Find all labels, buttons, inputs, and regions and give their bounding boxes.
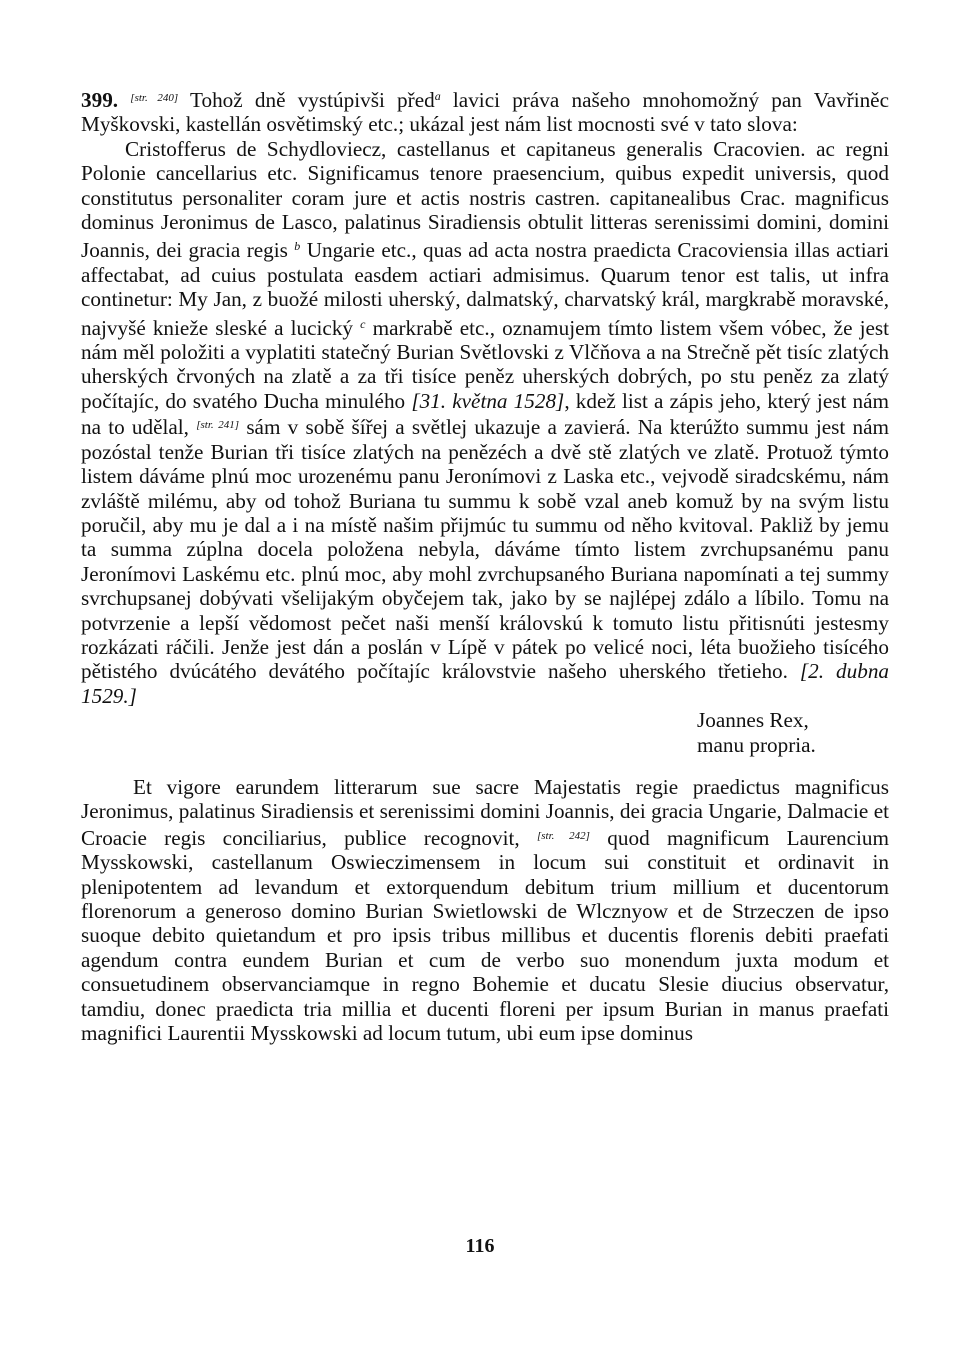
page-reference: [str. 241] (196, 419, 240, 432)
signature-block (697, 708, 889, 757)
entry-text: Tohož dně vystúpivši před (190, 88, 435, 112)
entry-text: lavici práva našeho mnohomožný pan Vavřiněc Myškovski, kastellán osvětimský etc.; ukázal jest nám list mocnosti své v tato slova: (81, 88, 889, 137)
footnote-marker: b (294, 239, 301, 254)
page-reference: [str. 240] (130, 92, 179, 104)
quoted-document (81, 137, 889, 708)
czech-text: , kdež list a zápis jeho, který jest nám na to udělal, (81, 388, 889, 440)
footnote-marker: a (434, 89, 441, 103)
signature-manu-propria: manu propria. (697, 732, 816, 757)
signature-name: Joannes Rex, (697, 708, 809, 733)
latin-text: Cristofferus de Schydloviecz, castellanus et capitaneus generalis Cracovien. ac regni Polonie cancellarius etc. Significamus tenore praesencium, quibus expedit universis, quod constitutus personaliter coram jure et actis nostris castren. capitanealibus Crac. magnificus dominus Jeronimus de Lasco, palatinus Siradiensis obtulit litteras serenissimi domini, domini Joannis, dei gracia regis (81, 136, 889, 263)
editorial-date: [2. dubna 1529.] (81, 659, 890, 708)
czech-text: markrabě etc., oznamujem tímto listem všem vóbec, že jest nám měl položiti a vyplatiti statečný Burian Světlovski z Vlčňova a na Strečně pět tisíc zlatých uherských črvoných na zlatě a za tři tisíce peněz uherských dobrých, po stu peněz za zlatý počítajíc, do svatého Ducha minulého (81, 315, 890, 413)
czech-text: sám v sobě šířej a světlej ukazuje a zavierá. Na kterúžto summu jest nám pozóstal tenže Burian tři tisíce zlatých na penězéch a dvě stě zlatých ve zlatě. Protuož týmto listem dáváme plnú moc urozenému panu Jeronímovi z Laska etc., vejvodě siradcskému, nám zvláště milému, aby od tohož Buriana tu summu k sobě vzal aneb komuž by na svým listu poručil, aby mu je dal a i na místě našim přijmúc tu summu od něho kvitoval. Pakliž by jemu ta summa zúplna docela položena nebyla, dáváme tímto listem zvrchupsanému panu Jeronímovi Laskému etc. plnú moc, aby mohl zvrchupsaného Buriana napomínati a tej summy svrchupsanej dobývati všelijakým obyčejem tak, jako by se najlépej zdálo a líbilo. Tomu na potvrzenie a lepší vědomost pečet naši menší královskú k tomuto listu přitisnúti jestesmy rozkázati ráčili. Jenže jest dán a poslán v Lípě v pátek po velicé noci, léta buožieho tisícého pětistého dvúcátého devátého počítajíc královstvie našeho uherského třetieho. (81, 415, 890, 684)
document-body (81, 84, 889, 1045)
editorial-date: [31. května 1528] (411, 388, 565, 413)
entry-number: 399. (81, 88, 119, 112)
entry-paragraph (81, 84, 889, 137)
closing-paragraph (81, 775, 889, 1045)
latin-text: Et vigore earundem litterarum sue sacre Majestatis regie praedictus magnificus Jeronimus, palatinus Siradiensis et serenissimi domini Joannis, dei gracia Ungarie, Dalmacie et Croacie regis conciliarius, publice recognovit, (81, 774, 889, 850)
footnote-marker: c (360, 316, 366, 331)
page-number: 116 (465, 1235, 495, 1257)
paragraph-gap (81, 757, 889, 775)
page-reference: [str. 242] (537, 829, 590, 842)
latin-text: Ungarie etc., quas ad acta nostra praedicta Cracoviensia illas actiari affectabat, ad cuius postulata easdem actiari admisimus. Quarum tenor est talis, ut infra continetur: My Jan, z buožé milosti uherský, dalmatský, charvatský král, margkrabě moravské, najvyšé knieže sleské a lucický (81, 238, 890, 340)
latin-text: quod magnificum Laurencium Mysskowski, castellanum Oswieczimensem in locum sui constituit et ordinavit in plenipotentem ad levandum et extorquendum debitum trium millium et ducentorum florenorum a generoso domino Burian Swietlowski de Wlcznyow et de Strzeczen de ipso suoque debito quietandum et pro ipsis tribus millibus et ducentis florenis debiti praefati agendum contra eundem Burian et cum de verbo suo monendum juxta modum et consuetudinem observanciamque in regno Bohemie et ducatu Slesie diucius observatur, tamdiu, donec praedicta tria millia et ducenti floreni per ipsum Burian in manus praefati magnifici Laurentii Mysskowski ad locum tutum, ubi eum ipse dominus (81, 825, 890, 1046)
